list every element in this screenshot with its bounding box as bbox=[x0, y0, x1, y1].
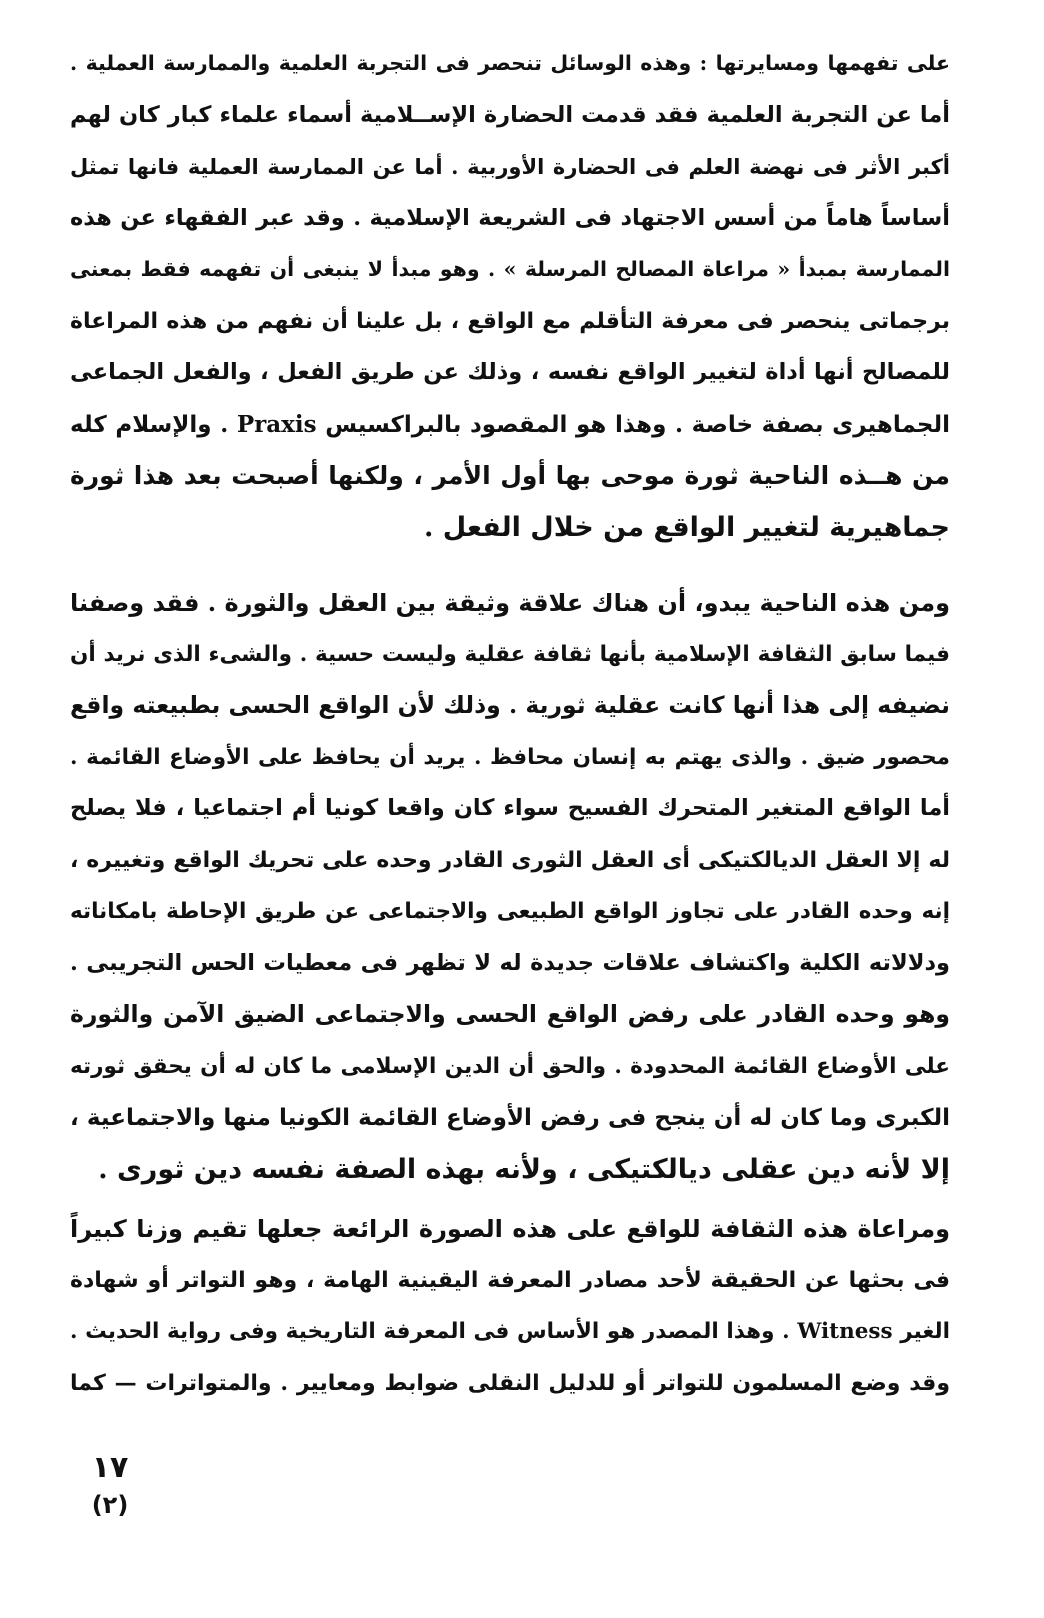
text-line: فيما سابق الثقافة الإسلامية بأنها ثقافة عقلية وليست حسية . والشىء الذى نريد أن bbox=[70, 641, 950, 667]
paragraph-1 bbox=[70, 38, 950, 553]
text-line: الكبرى وما كان له أن ينجح فى رفض الأوضاع القائمة الكونيا منها والاجتماعية ، bbox=[70, 1104, 950, 1131]
text-line: الغير Witness . وهذا المصدر هو الأساس فى المعرفة التاريخية وفى رواية الحديث . bbox=[70, 1319, 950, 1344]
page-footer bbox=[80, 1448, 140, 1522]
text-line: ومراعاة هذه الثقافة للواقع على هذه الصورة الرائعة جعلها تقيم وزنا كبيراً bbox=[70, 1214, 950, 1243]
paragraph-3 bbox=[70, 1203, 950, 1409]
text-line: وقد وضع المسلمون للتواتر أو للدليل النقلى ضوابط ومعايير . والمتواترات — كما bbox=[70, 1369, 950, 1396]
text-line: أما عن التجربة العلمية فقد قدمت الحضارة الإســلامية أسماء علماء كبار كان لهم bbox=[70, 101, 950, 128]
text-line: ومن هذه الناحية يبدو، أن هناك علاقة وثيقة بين العقل والثورة . فقد وصفنا bbox=[70, 588, 950, 617]
text-line: أما الواقع المتغير المتحرك الفسيح سواء كان واقعا كونيا أم اجتماعيا ، فلا يصلح bbox=[70, 795, 950, 821]
text-line: على الأوضاع القائمة المحدودة . والحق أن الدين الإسلامى ما كان له أن يحقق ثورته bbox=[70, 1053, 950, 1079]
paragraph-spacer bbox=[70, 1195, 950, 1203]
text-line: أساساً هاماً من أسس الاجتهاد فى الشريعة الإسلامية . وقد عبر الفقهاء عن هذه bbox=[70, 204, 950, 231]
paragraph-spacer bbox=[70, 553, 950, 577]
text-line: إنه وحده القادر على تجاوز الواقع الطبيعى والاجتماعى عن طريق الإحاطة بامكاناته bbox=[70, 899, 950, 924]
text-line: جماهيرية لتغيير الواقع من خلال الفعل . bbox=[423, 511, 950, 543]
signature-mark: (٢) bbox=[91, 1491, 129, 1519]
text-line: نضيفه إلى هذا أنها كانت عقلية ثورية . وذلك لأن الواقع الحسى بطبيعته واقع bbox=[70, 691, 950, 719]
text-line: الممارسة بمبدأ « مراعاة المصالح المرسلة » . وهو مبدأ لا ينبغى أن تفهمه فقط بمعنى bbox=[70, 257, 950, 281]
text-line: للمصالح أنها أداة لتغيير الواقع نفسه ، وذلك عن طريق الفعل ، والفعل الجماعى bbox=[70, 359, 950, 385]
text-line: فى بحثها عن الحقيقة لأحد مصادر المعرفة اليقينية الهامة ، وهو التواتر أو شهادة bbox=[70, 1266, 950, 1293]
page-body bbox=[70, 38, 950, 1578]
text-line: من هــذه الناحية ثورة موحى بها أول الأمر ، ولكنها أصبحت بعد هذا ثورة bbox=[70, 461, 950, 490]
text-line: الجماهيرى بصفة خاصة . وهذا هو المقصود بالبراكسيس Praxis . والإسلام كله bbox=[70, 410, 950, 438]
text-line: برجماتى ينحصر فى معرفة التأقلم مع الواقع ، بل علينا أن نفهم من هذه المراعاة bbox=[70, 307, 950, 334]
text-line: له إلا العقل الديالكتيكى أى العقل الثورى القادر وحده على تحريك الواقع وتغييره ، bbox=[70, 846, 950, 873]
text-line: على تفهمها ومسايرتها : وهذه الوسائل تنحصر فى التجربة العلمية والممارسة العملية . bbox=[70, 51, 950, 75]
text-line: محصور ضيق . والذى يهتم به إنسان محافظ . يريد أن يحافظ على الأوضاع القائمة . bbox=[70, 744, 950, 770]
text-line: إلا لأنه دين عقلى ديالكتيكى ، ولأنه بهذه الصفة نفسه دين ثورى . bbox=[98, 1153, 950, 1185]
text-line: وهو وحده القادر على رفض الواقع الحسى والاجتماعى الضيق الآمن والثورة bbox=[70, 1000, 950, 1028]
text-line: ودلالاته الكلية واكتشاف علاقات جديدة له لا تظهر فى معطيات الحس التجريبى . bbox=[70, 949, 950, 976]
paragraph-2 bbox=[70, 577, 950, 1195]
text-line: أكبر الأثر فى نهضة العلم فى الحضارة الأوربية . أما عن الممارسة العملية فانها تمثل bbox=[70, 154, 950, 179]
page-number: ١٧ bbox=[91, 1450, 129, 1485]
